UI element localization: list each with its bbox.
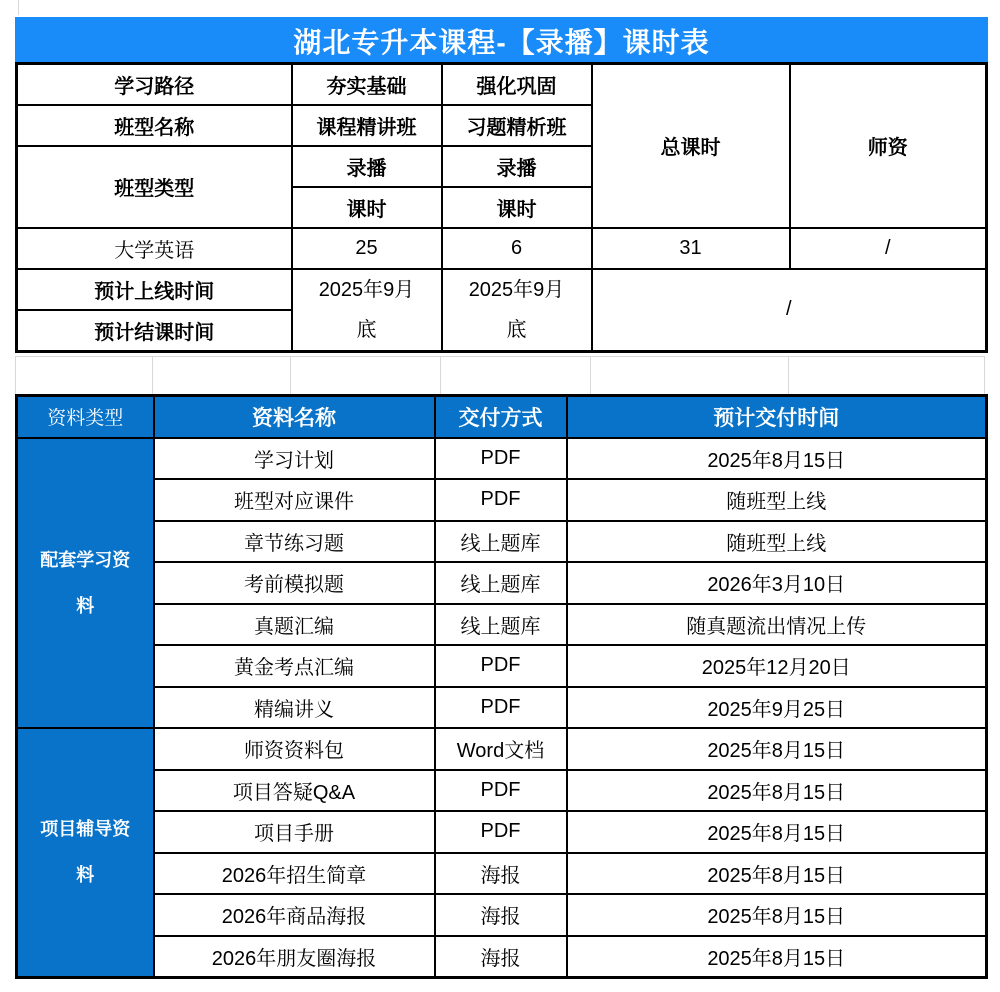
label-online-time: 预计上线时间 — [17, 269, 292, 310]
delivery-method: PDF — [435, 479, 567, 521]
delivery-time: 2025年12月20日 — [567, 645, 987, 687]
delivery-method: 海报 — [435, 853, 567, 895]
delivery-time: 2025年8月15日 — [567, 936, 987, 978]
gridline — [984, 356, 985, 394]
table-row — [17, 438, 987, 480]
class-type-1: 录播 — [292, 146, 442, 187]
online-date-2 — [442, 269, 592, 352]
online-date-1 — [292, 269, 442, 352]
schedule-title: 湖北专升本课程-【录播】课时表 — [17, 19, 987, 64]
table-row — [17, 936, 987, 978]
delivery-method: PDF — [435, 687, 567, 729]
label-learning-path: 学习路径 — [17, 64, 292, 105]
gridline — [440, 356, 441, 394]
material-name: 2026年招生简章 — [154, 853, 435, 895]
sheet-gridlines — [0, 354, 1000, 394]
delivery-time: 随真题流出情况上传 — [567, 604, 987, 646]
material-name: 章节练习题 — [154, 521, 435, 563]
delivery-method: PDF — [435, 645, 567, 687]
material-name: 精编讲义 — [154, 687, 435, 729]
subject-name: 大学英语 — [17, 228, 292, 269]
gridline — [18, 0, 19, 15]
row-online-time — [17, 269, 987, 310]
class-name-1: 课程精讲班 — [292, 105, 442, 146]
table-row — [17, 728, 987, 770]
gridline — [152, 356, 153, 394]
table-row — [17, 645, 987, 687]
delivery-method: PDF — [435, 770, 567, 812]
row-subject — [17, 228, 987, 269]
table-row — [17, 562, 987, 604]
row-learning-path — [17, 64, 987, 105]
schedule-title-row — [17, 19, 987, 64]
table-row — [17, 687, 987, 729]
path-value-2: 强化巩固 — [442, 64, 592, 105]
category-label: 项目辅导资料 — [40, 819, 131, 886]
material-name: 2026年朋友圈海报 — [154, 936, 435, 978]
class-unit-1: 课时 — [292, 187, 442, 228]
delivery-time: 随班型上线 — [567, 521, 987, 563]
materials-header-row — [17, 396, 987, 438]
delivery-time: 2025年8月15日 — [567, 894, 987, 936]
category-label: 配套学习资料 — [40, 549, 131, 616]
subject-hours-2: 6 — [442, 228, 592, 269]
label-teachers: 师资 — [790, 64, 987, 228]
subject-total-hours: 31 — [592, 228, 790, 269]
delivery-method: 线上题库 — [435, 521, 567, 563]
material-name: 2026年商品海报 — [154, 894, 435, 936]
class-name-2: 习题精析班 — [442, 105, 592, 146]
gridline — [290, 356, 291, 394]
delivery-time: 2025年8月15日 — [567, 853, 987, 895]
delivery-time: 随班型上线 — [567, 479, 987, 521]
label-total-hours: 总课时 — [592, 64, 790, 228]
schedule-table — [15, 17, 988, 353]
delivery-method: 线上题库 — [435, 604, 567, 646]
table-row — [17, 770, 987, 812]
delivery-method: PDF — [435, 811, 567, 853]
gridline — [15, 356, 985, 357]
delivery-time: 2025年9月25日 — [567, 687, 987, 729]
delivery-method: Word文档 — [435, 728, 567, 770]
label-class-name: 班型名称 — [17, 105, 292, 146]
class-unit-2: 课时 — [442, 187, 592, 228]
delivery-time: 2026年3月10日 — [567, 562, 987, 604]
material-name: 黄金考点汇编 — [154, 645, 435, 687]
material-name: 师资资料包 — [154, 728, 435, 770]
table-row — [17, 811, 987, 853]
material-name: 考前模拟题 — [154, 562, 435, 604]
delivery-method: PDF — [435, 438, 567, 480]
delivery-method: 海报 — [435, 894, 567, 936]
online-date-text: 2025年9月底 — [468, 278, 565, 341]
gridline — [590, 356, 591, 394]
material-name: 项目答疑Q&A — [154, 770, 435, 812]
category-project-materials — [17, 728, 154, 977]
material-name: 项目手册 — [154, 811, 435, 853]
category-study-materials — [17, 438, 154, 729]
label-finish-time: 预计结课时间 — [17, 310, 292, 351]
table-row — [17, 894, 987, 936]
table-row — [17, 521, 987, 563]
table-row — [17, 604, 987, 646]
header-material-name: 资料名称 — [154, 396, 435, 438]
delivery-time: 2025年8月15日 — [567, 728, 987, 770]
material-name: 学习计划 — [154, 438, 435, 480]
subject-teacher: / — [790, 228, 987, 269]
material-name: 真题汇编 — [154, 604, 435, 646]
delivery-time: 2025年8月15日 — [567, 770, 987, 812]
schedule-slash-cell: / — [592, 269, 987, 352]
header-delivery-time: 预计交付时间 — [567, 396, 987, 438]
header-delivery-method: 交付方式 — [435, 396, 567, 438]
subject-hours-1: 25 — [292, 228, 442, 269]
material-name: 班型对应课件 — [154, 479, 435, 521]
materials-table — [15, 394, 988, 979]
delivery-time: 2025年8月15日 — [567, 438, 987, 480]
gridline — [15, 356, 16, 394]
gridline — [788, 356, 789, 394]
delivery-method: 海报 — [435, 936, 567, 978]
label-class-type: 班型类型 — [17, 146, 292, 228]
path-value-1: 夯实基础 — [292, 64, 442, 105]
online-date-text: 2025年9月底 — [318, 278, 415, 341]
table-row — [17, 853, 987, 895]
header-material-type: 资料类型 — [17, 396, 154, 438]
delivery-method: 线上题库 — [435, 562, 567, 604]
table-row — [17, 479, 987, 521]
delivery-time: 2025年8月15日 — [567, 811, 987, 853]
class-type-2: 录播 — [442, 146, 592, 187]
